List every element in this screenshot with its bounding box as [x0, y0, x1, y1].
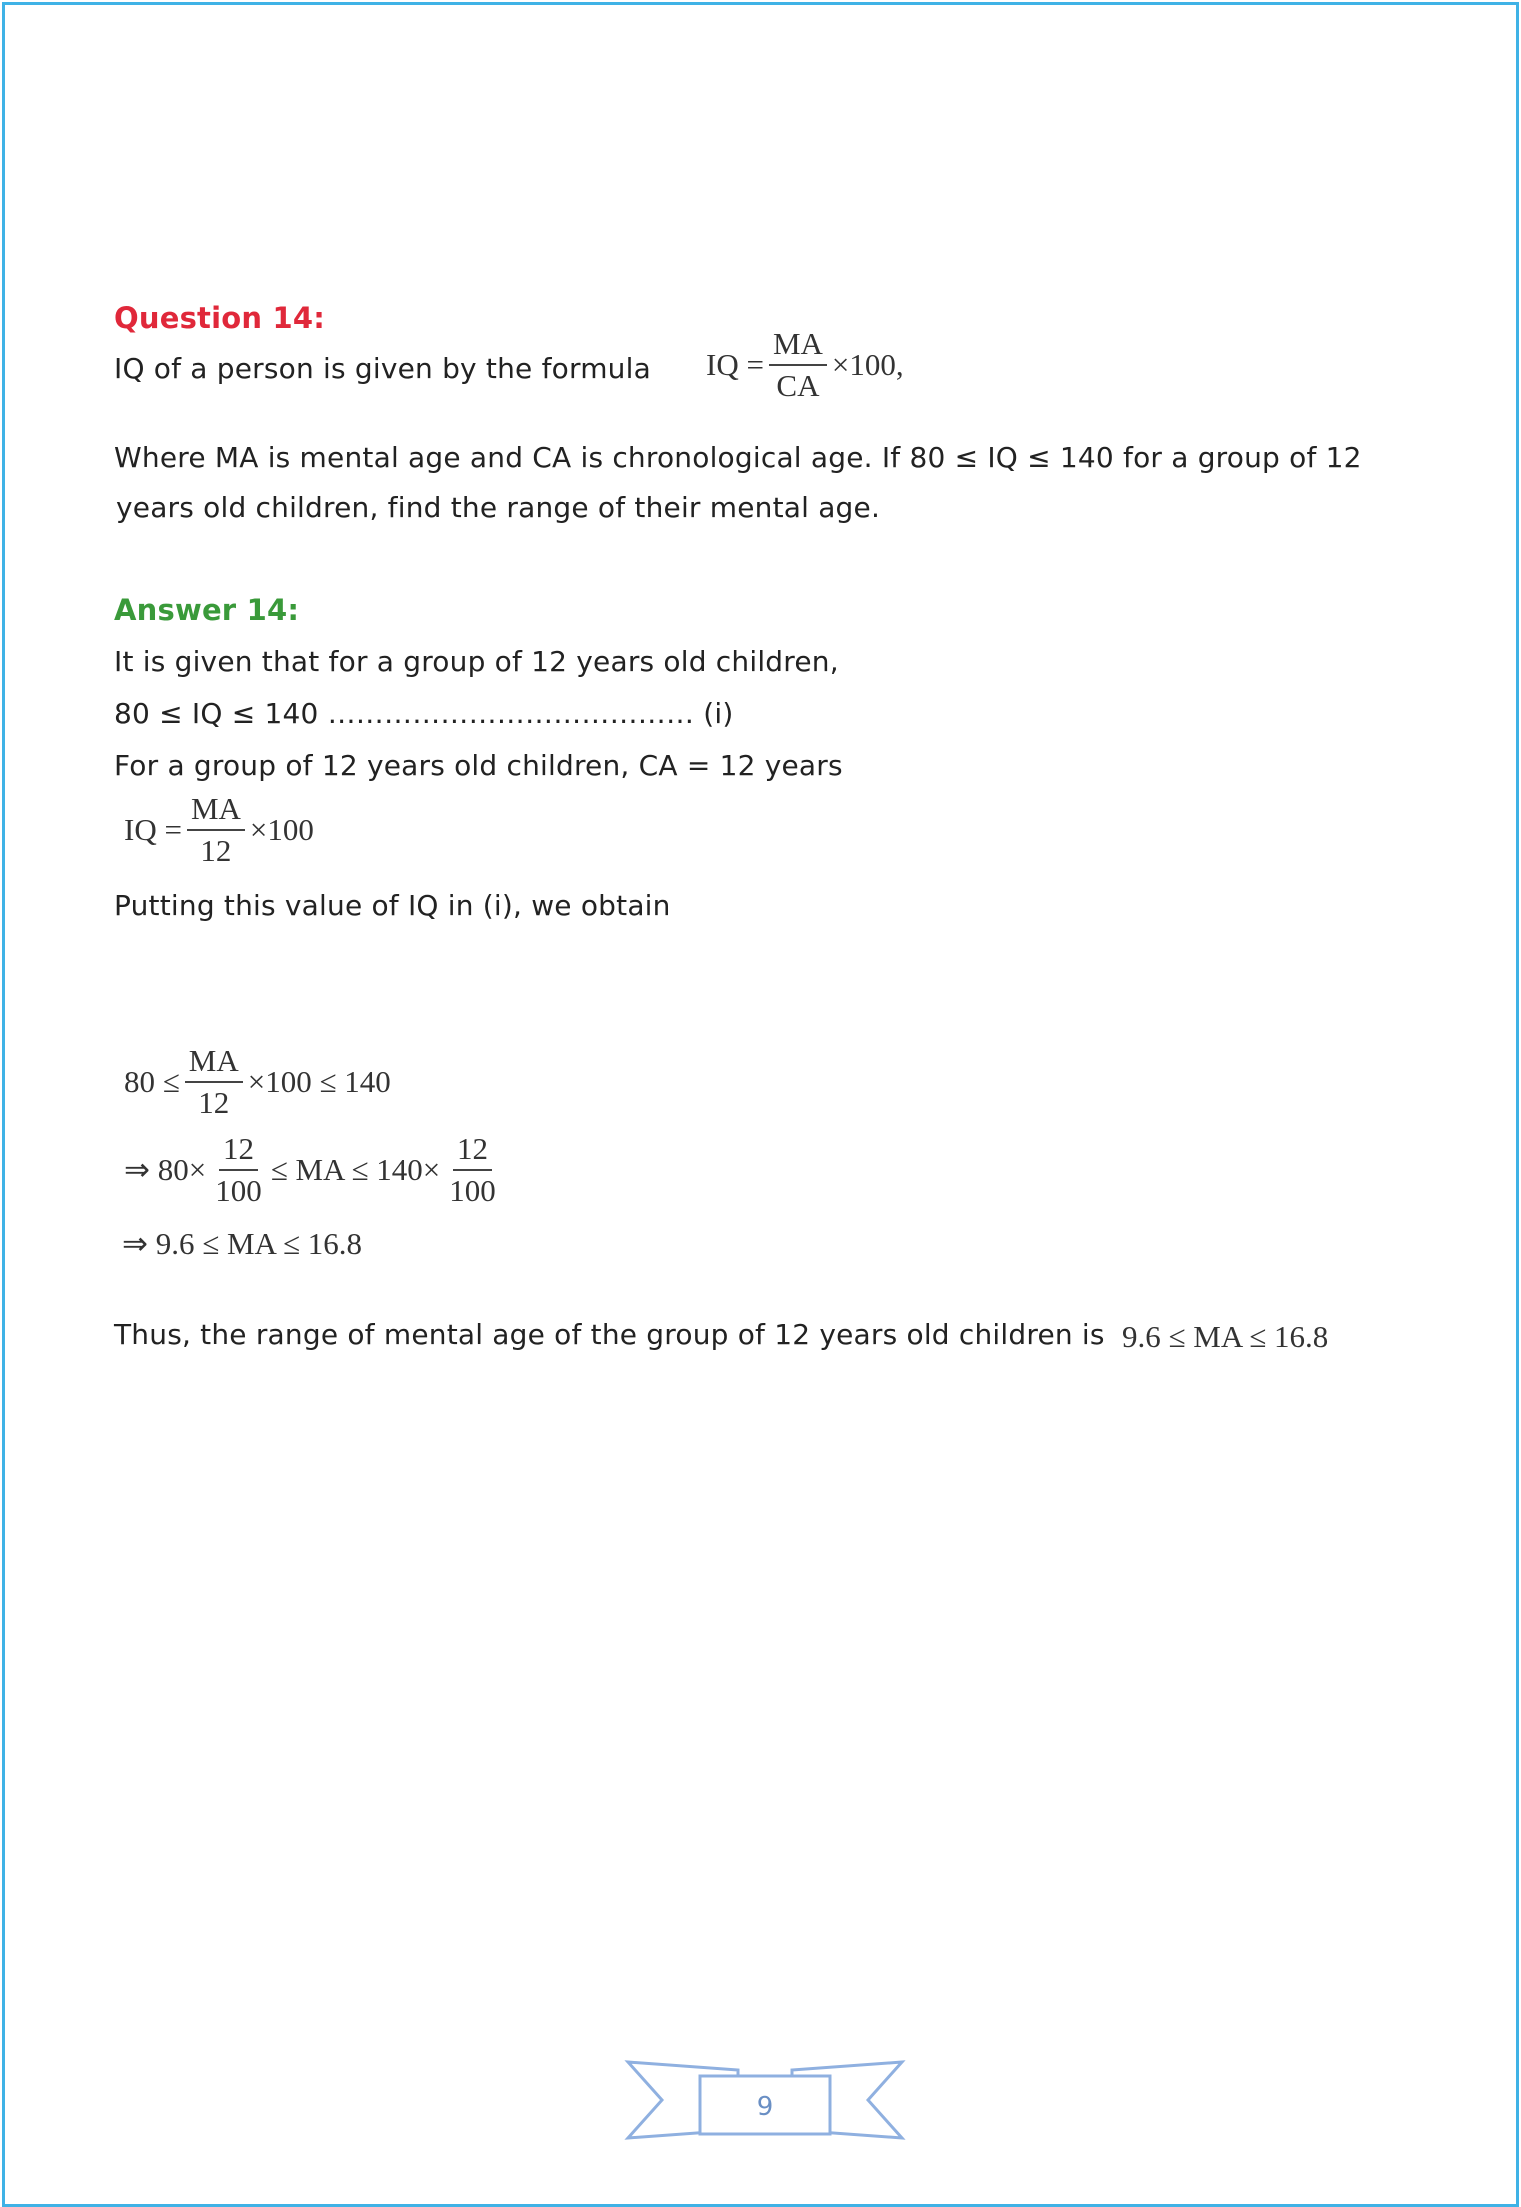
conclusion-text: Thus, the range of mental age of the group of 12 years old children is: [114, 1318, 1105, 1351]
answer-line-1: It is given that for a group of 12 years old children,: [114, 645, 839, 678]
step2-fraction-2: [445, 1131, 500, 1209]
derivation-step-2: [122, 1131, 503, 1209]
derivation-step-1: [122, 1043, 393, 1121]
question-line-2: years old children, find the range of their mental age.: [116, 491, 881, 524]
formula-denominator: CA: [776, 368, 820, 403]
formula-fraction: [769, 326, 827, 404]
answer-formula-lhs: IQ =: [124, 812, 182, 847]
page-number: 9: [756, 2092, 774, 2122]
step2-mid: ≤ MA ≤ 140×: [270, 1152, 441, 1187]
answer-line-4: Putting this value of IQ in (i), we obtain: [114, 889, 671, 922]
formula-lhs: IQ =: [706, 347, 764, 382]
question-formula: [704, 326, 906, 404]
step2-numerator-2: 12: [453, 1131, 492, 1171]
question-heading: Question 14:: [114, 301, 326, 335]
step1-numerator: MA: [185, 1043, 243, 1083]
answer-formula-denominator: 12: [200, 833, 232, 868]
formula-rhs: ×100,: [831, 347, 904, 382]
answer-line-2: 80 ≤ IQ ≤ 140 ………………………………… (i): [114, 697, 734, 730]
answer-formula-numerator: MA: [187, 791, 245, 831]
step1-rhs: ×100 ≤ 140: [247, 1064, 391, 1099]
answer-line-3: For a group of 12 years old children, CA = 12 years: [114, 749, 843, 782]
conclusion-math: 9.6 ≤ MA ≤ 16.8: [1122, 1319, 1329, 1354]
answer-formula-fraction: [187, 791, 245, 869]
step1-fraction: [185, 1043, 243, 1121]
answer-formula: [122, 791, 316, 869]
step2-denominator-1: 100: [215, 1173, 262, 1208]
question-line-1: Where MA is mental age and CA is chronological age. If 80 ≤ IQ ≤ 140 for a group of 12: [114, 441, 1362, 474]
step2-fraction-1: [211, 1131, 266, 1209]
step2-denominator-2: 100: [449, 1173, 496, 1208]
question-intro: IQ of a person is given by the formula: [114, 352, 651, 385]
answer-formula-rhs: ×100: [249, 812, 314, 847]
formula-numerator: MA: [769, 326, 827, 366]
answer-heading: Answer 14:: [114, 593, 300, 627]
step1-denominator: 12: [198, 1085, 230, 1120]
step2-numerator-1: 12: [219, 1131, 258, 1171]
step2-pre: ⇒ 80×: [124, 1152, 207, 1187]
step1-lhs: 80 ≤: [124, 1064, 180, 1099]
derivation-step-3: ⇒ 9.6 ≤ MA ≤ 16.8: [122, 1226, 362, 1261]
